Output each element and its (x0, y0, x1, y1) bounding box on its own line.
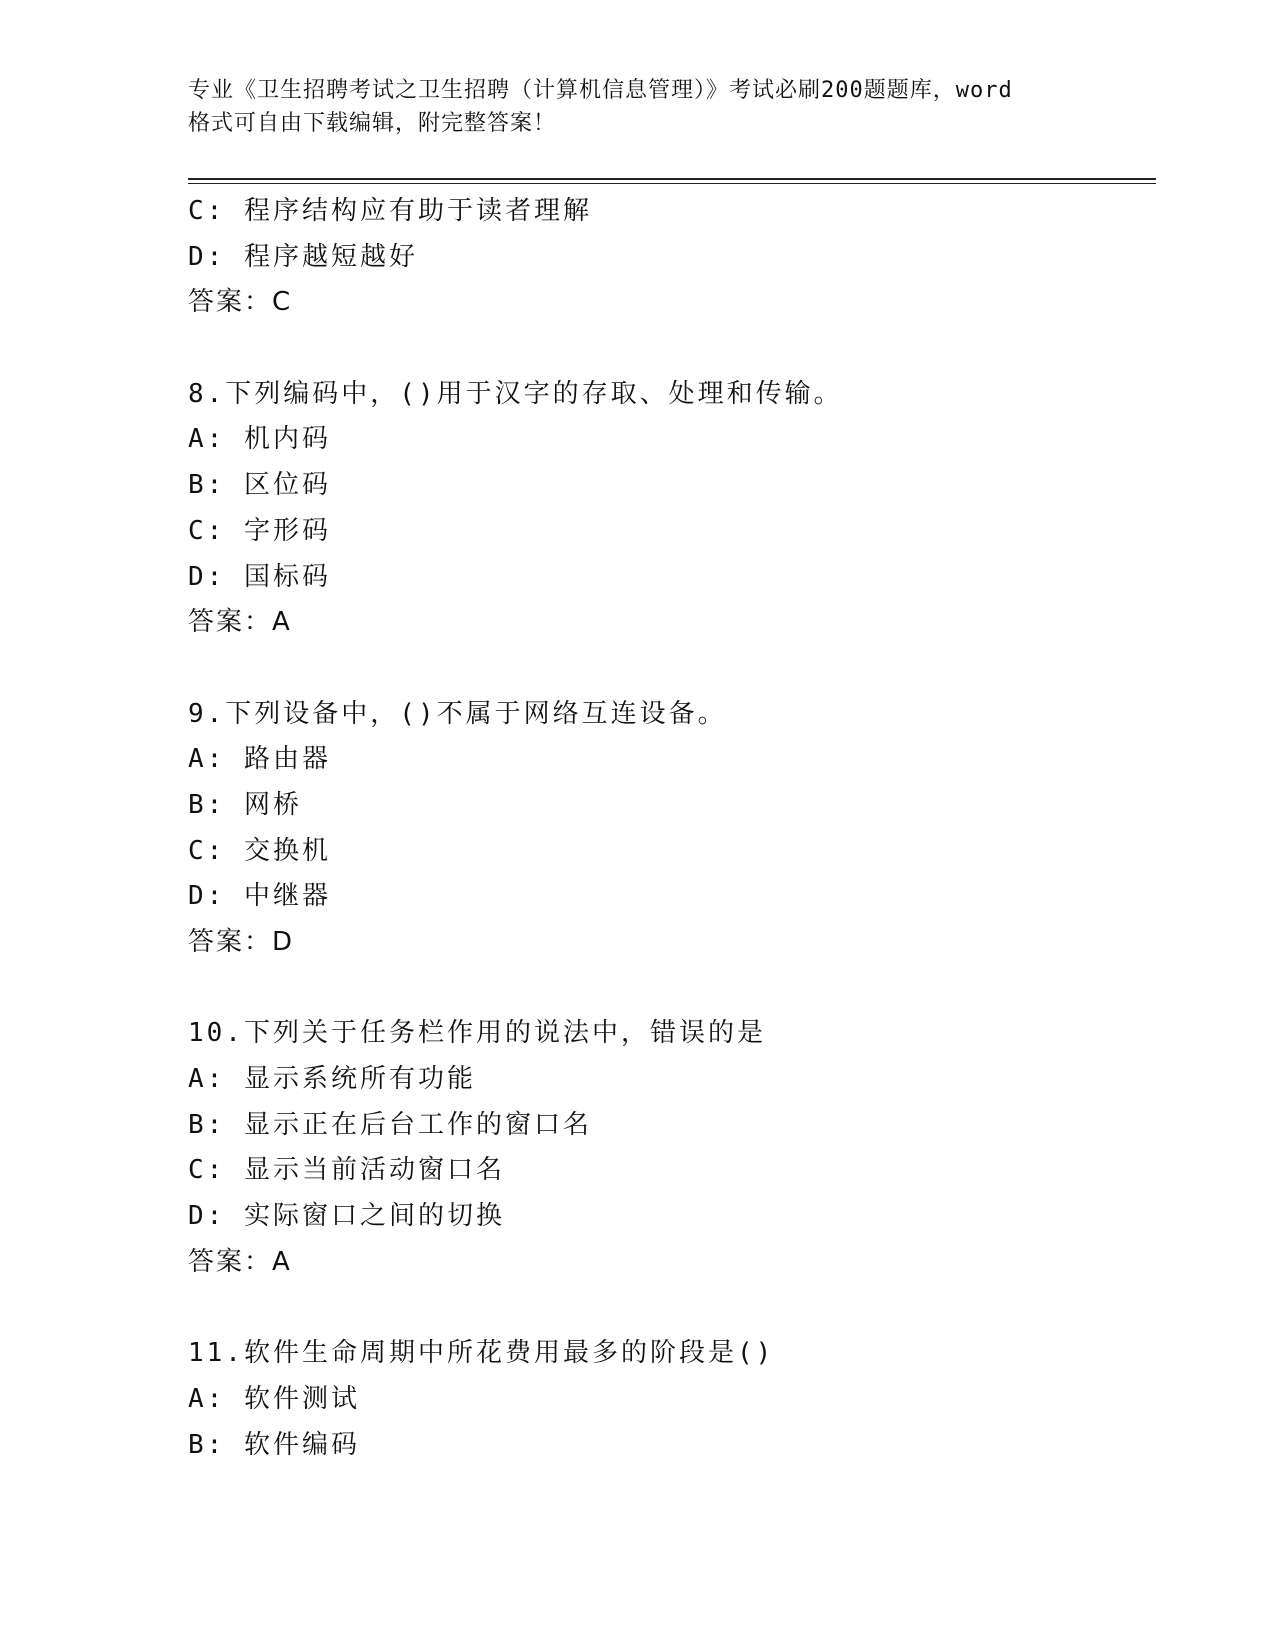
document-header (188, 74, 1088, 140)
option-b: B: 软件编码 (188, 1429, 360, 1460)
option-d: D: 中继器 (188, 881, 331, 912)
option-a: A: 机内码 (188, 424, 331, 455)
spacer (188, 646, 1156, 692)
spacer (188, 326, 1156, 372)
header-divider-thin (188, 183, 1156, 184)
answer-line: 答案：A (188, 1246, 292, 1277)
question-8 (188, 372, 1156, 646)
answer-line: 答案：D (188, 927, 295, 957)
option-d: D: 国标码 (188, 561, 331, 592)
question-text: 9.下列设备中，()不属于网络互连设备。 (188, 698, 727, 729)
question-9 (188, 692, 1156, 966)
option-d: D: 程序越短越好 (188, 241, 418, 272)
answer-line: 答案：A (188, 607, 292, 638)
option-c: C: 字形码 (188, 515, 331, 546)
question-7-continued (188, 189, 1156, 326)
question-11 (188, 1331, 1156, 1468)
option-c: C: 显示当前活动窗口名 (188, 1155, 505, 1186)
header-divider-thick (188, 178, 1156, 180)
header-line-2: 格式可自由下载编辑，附完整答案！ (188, 111, 557, 136)
answer-line: 答案：C (188, 287, 293, 318)
option-b: B: 区位码 (188, 470, 331, 501)
option-d: D: 实际窗口之间的切换 (188, 1201, 505, 1232)
question-10 (188, 1011, 1156, 1285)
option-a: A: 软件测试 (188, 1383, 360, 1414)
option-c: C: 程序结构应有助于读者理解 (188, 196, 592, 226)
header-line-1: 专业《卫生招聘考试之卫生招聘（计算机信息管理）》考试必刷200题题库，word (188, 78, 1013, 103)
option-c: C: 交换机 (188, 835, 331, 866)
spacer (188, 1286, 1156, 1332)
spacer (188, 966, 1156, 1012)
option-a: A: 路由器 (188, 744, 331, 775)
question-text: 8.下列编码中，()用于汉字的存取、处理和传输。 (188, 378, 843, 409)
question-text: 11.软件生命周期中所花费用最多的阶段是() (188, 1338, 775, 1369)
question-list (188, 189, 1156, 1468)
option-b: B: 显示正在后台工作的窗口名 (188, 1109, 592, 1140)
option-a: A: 显示系统所有功能 (188, 1064, 476, 1095)
question-text: 10.下列关于任务栏作用的说法中，错误的是 (188, 1018, 766, 1049)
option-b: B: 网桥 (188, 789, 302, 820)
